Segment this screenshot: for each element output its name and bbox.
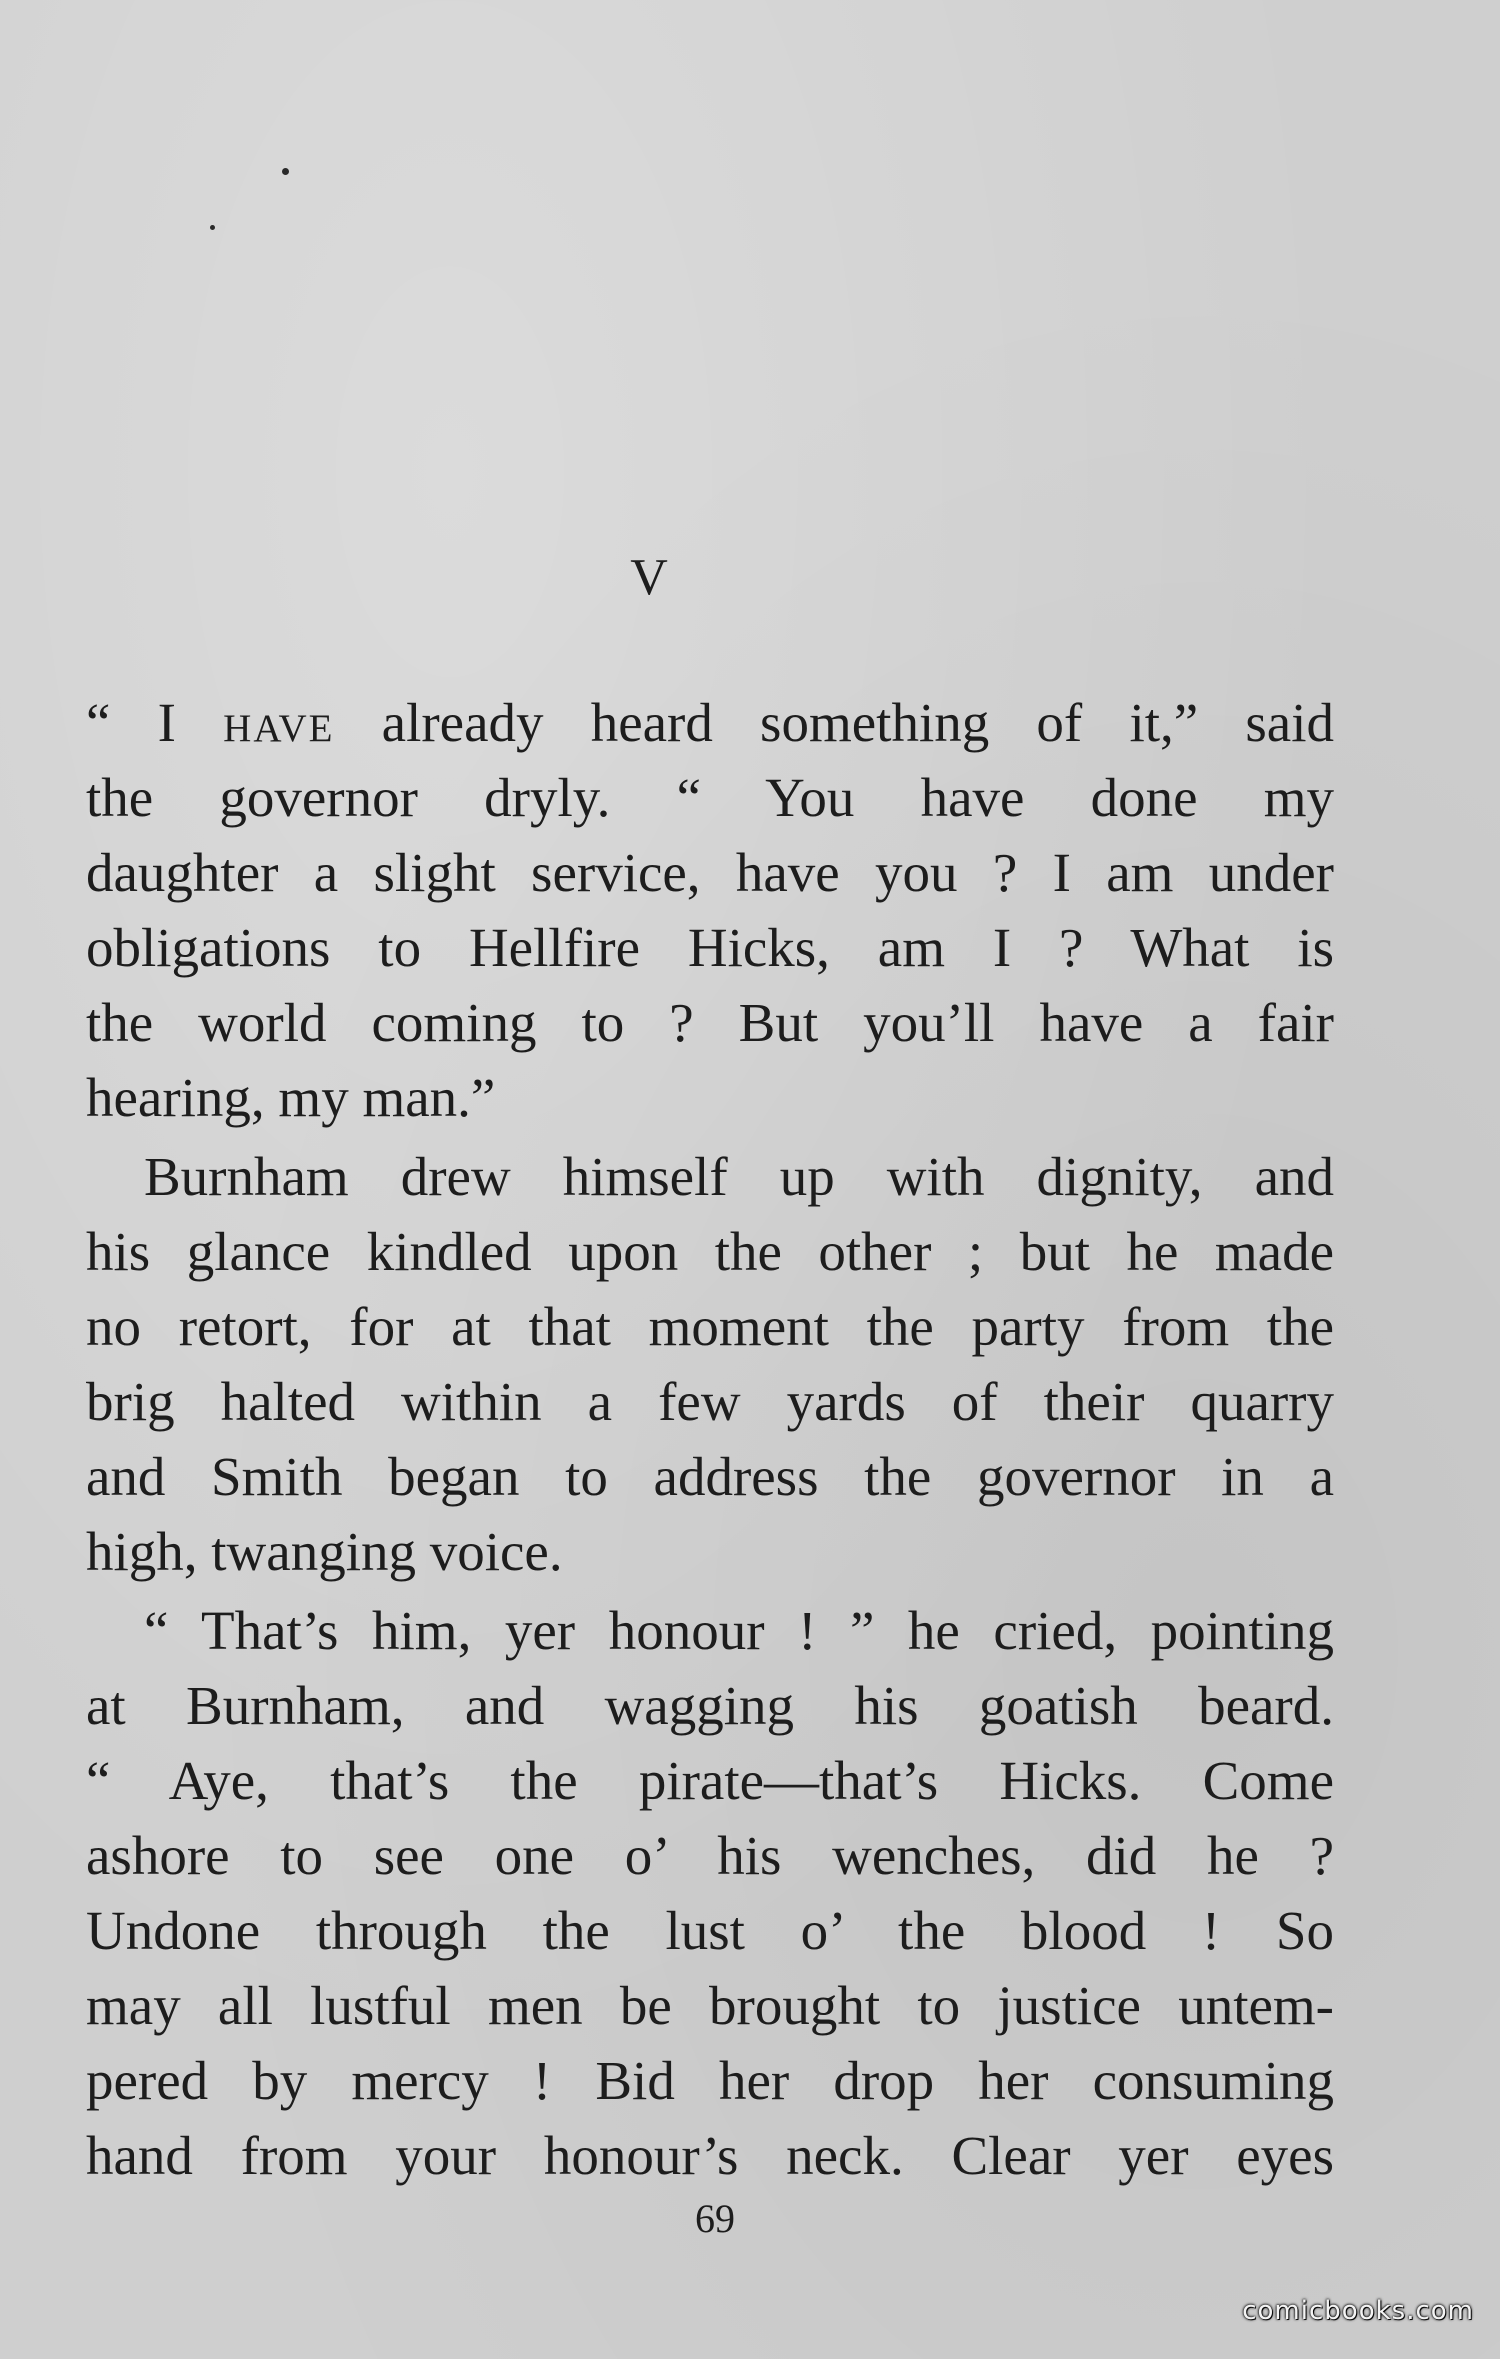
small-caps-word: have	[223, 692, 335, 753]
text-line: “ That’s him, yer honour ! ” he cried, pointing	[144, 1600, 1334, 1661]
page-number: 69	[695, 2196, 735, 2241]
text-line: “ I have already heard something of it,” said	[86, 692, 1334, 753]
text-line: may all lustful men be brought to justice untem-	[86, 1975, 1334, 2036]
text-line: obligations to Hellfire Hicks, am I ? What is	[86, 917, 1334, 978]
ink-speck	[210, 225, 215, 230]
text-line: at Burnham, and wagging his goatish beard.	[86, 1675, 1334, 1736]
text-line: Undone through the lust o’ the blood ! So	[86, 1900, 1334, 1961]
paragraph-3	[86, 1593, 1334, 2193]
text-line: and Smith began to address the governor in a	[86, 1446, 1334, 1507]
text-line: high, twanging voice.	[86, 1521, 563, 1582]
text-line: the governor dryly. “ You have done my	[86, 767, 1334, 828]
text-line: Burnham drew himself up with dignity, and	[144, 1146, 1334, 1207]
text-line: daughter a slight service, have you ? I am under	[86, 842, 1334, 903]
text-line: hand from your honour’s neck. Clear yer eyes	[86, 2125, 1334, 2186]
paragraph-1	[86, 685, 1334, 1135]
text-line: pered by mercy ! Bid her drop her consuming	[86, 2050, 1334, 2111]
text-line: no retort, for at that moment the party from the	[86, 1296, 1334, 1357]
text-line: hearing, my man.”	[86, 1067, 496, 1128]
text-line: the world coming to ? But you’ll have a fair	[86, 992, 1334, 1053]
ink-speck	[282, 168, 289, 175]
chapter-heading: V	[630, 549, 670, 606]
text-line: his glance kindled upon the other ; but he made	[86, 1221, 1334, 1282]
site-watermark: comicbooks.com	[1242, 2296, 1474, 2326]
text-line: brig halted within a few yards of their quarry	[86, 1371, 1334, 1432]
text-line: ashore to see one o’ his wenches, did he ?	[86, 1825, 1334, 1886]
body-text	[86, 685, 1334, 2197]
text-line: “ Aye, that’s the pirate—that’s Hicks. Come	[86, 1750, 1334, 1811]
paragraph-2	[86, 1139, 1334, 1589]
